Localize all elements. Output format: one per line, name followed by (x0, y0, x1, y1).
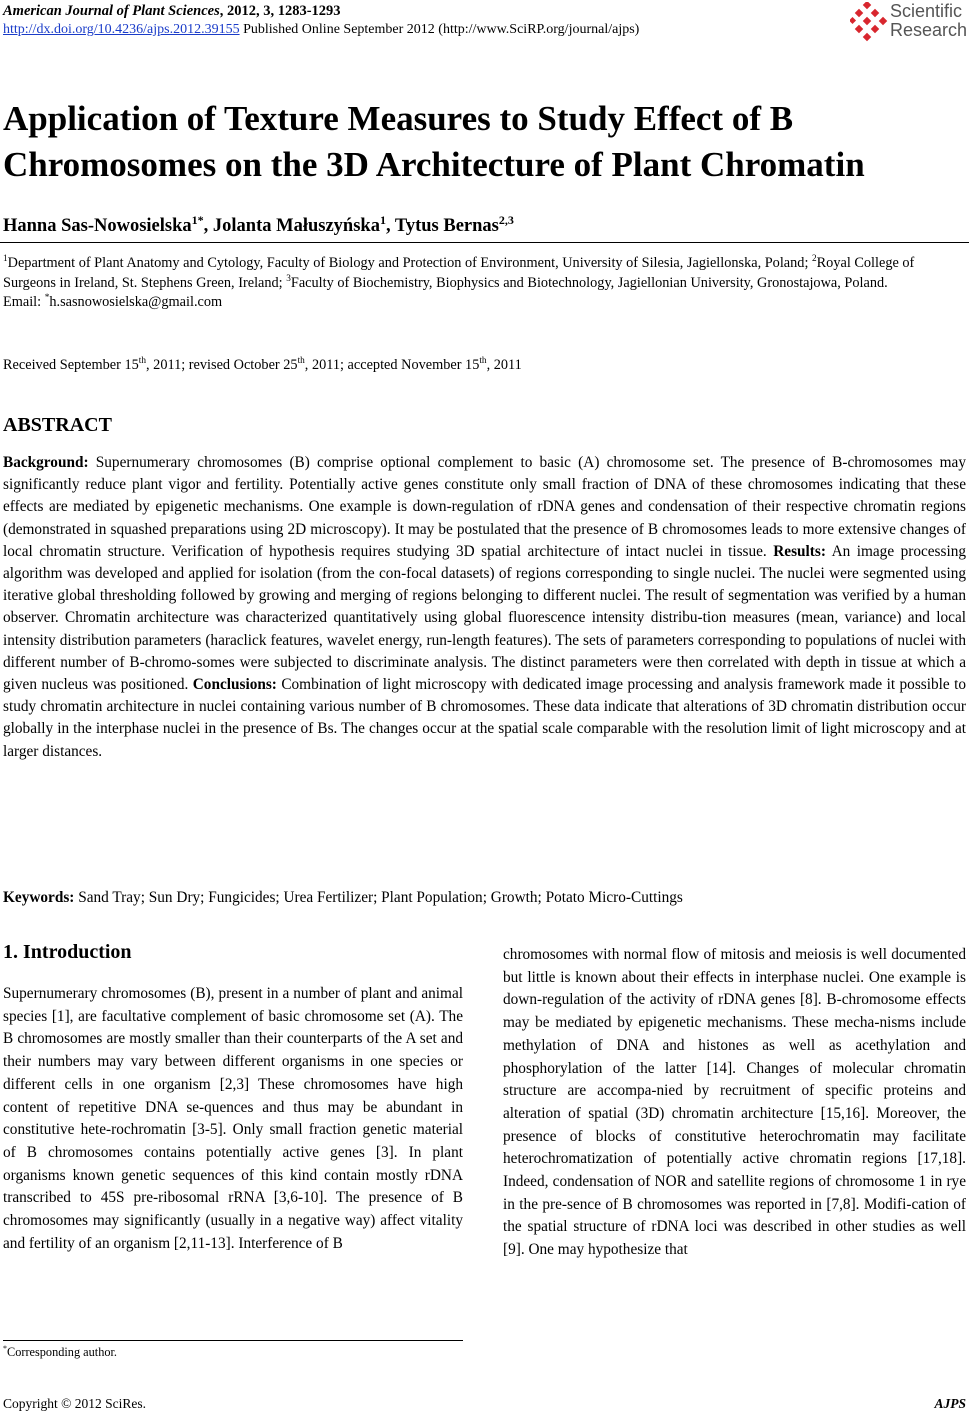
affil-sup: 2 (812, 254, 817, 265)
accepted-year: , 2011 (486, 357, 522, 373)
intro-left-column: Supernumerary chromosomes (B), present in a number of plant and animal species [1], are facultative complement of basic chromosome set (A). The B chromosomes are mostly smaller than their counterparts of the A set and their numbers may vary between different organisms in one species or different cells in one organism [2,3] These chromosomes have high content of repetitive DNA se-quences and thus may be abundant in constitutive hete-rochromatin [3-5]. Only small fraction genetic material of B chromosomes contains potentially active genes [3]. In plant organisms known genetic sequences of this kind contain mostly rDNA transcribed to 45S pre-ribosomal rRNA [3,6-10]. The presence of B chromosomes may significantly (usually in a negative way) affect vitality and fertility of an organism [2,11-13]. Interference of B (3, 985, 463, 1252)
journal-name: American Journal of Plant Sciences (3, 3, 220, 19)
footnote-sup: * (3, 1343, 7, 1353)
received-sup: th (138, 356, 147, 367)
author-list (3, 212, 514, 237)
email-address: h.sasnowosielska@gmail.com (49, 294, 223, 310)
logo-line1: Scientific (890, 1, 963, 21)
intro-right-column: chromosomes with normal flow of mitosis and meiosis is well documented but little is known about their effects in interphase nuclei. One example is down-regulation of the activity of rDNA genes [8]. B-chromosome effects may be mediated by epigenetic mechanisms. These mecha-nisms include methylation of DNA and histones as well as acethylation and phosphorylation of the latter [14]. Changes of molecular chromatin structure are accompa-nied by recruitment of specific proteins and alteration of spatial (3D) chromatin architecture [15,16]. Moreover, the presence of blocks of constitutive heterochromatin may facilitate heterochromatization of potentially active chromatin regions [17,18]. Indeed, condensation of NOR and satellite regions of chromosome 1 in rye in the pre-sence of B chromosomes was reported in [7,8]. Modifi-cation of the spatial structure of rDNA loci was described in other studies as well [9]. One may hypothesize that (503, 946, 966, 1259)
title-divider (0, 242, 969, 243)
received-text: Received September 15 (3, 357, 139, 373)
logo-line2: Research (890, 20, 968, 40)
keywords (3, 889, 683, 907)
accepted-sup: th (479, 356, 487, 367)
email-label: Email: (3, 294, 45, 310)
received-dates (3, 357, 522, 374)
conclusions-label: Conclusions: (192, 676, 277, 694)
conclusions-text: Combination of light microscopy with dedicated image processing and analysis framework made it possible to study chromatin architecture in nuclei containing various number of B chromosomes. These data indicate that alterations of 3D chromatin distribution occur globally in the interphase nuclei in the presence of Bs. The changes occur at the spatial scale comparable with the resolution limit of light microscopy and at larger distances. (3, 676, 966, 760)
section-heading-introduction: 1. Introduction (3, 941, 132, 963)
logo-text (890, 2, 967, 40)
revised-sup: th (297, 356, 305, 367)
revised-text: , 2011; revised October 25 (146, 357, 298, 373)
author-1: Hanna Sas-Nowosielska (3, 216, 192, 236)
results-label: Results: (773, 542, 826, 560)
affil-sup: 1 (3, 254, 8, 265)
affil-2: Royal College of Surgeons in Ireland, St. Stephens Green, Ireland; (3, 255, 915, 291)
abstract-heading: ABSTRACT (3, 414, 112, 436)
journal-info: , 2012, 3, 1283-1293 (219, 3, 341, 19)
author-2-sup: 1 (379, 212, 386, 227)
affiliations (3, 254, 968, 313)
author-3: Tytus Bernas (394, 216, 499, 236)
keywords-label: Keywords: (3, 889, 75, 906)
author-3-sup: 2,3 (498, 212, 514, 227)
keywords-text: Sand Tray; Sun Dry; Fungicides; Urea Fertilizer; Plant Population; Growth; Potato Micro-Cuttings (74, 889, 683, 906)
journal-header (3, 3, 341, 20)
results-text: An image processing algorithm was developed and applied for isolation (from the con-focal datasets) of regions corresponding to single nuclei. The nuclei were segmented using iterative global thresholding followed by growing and merging of regions belonging to different nuclei. The result of segmentation was verified by a human observer. Chromatin architecture was characterized quantitatively using global fluorescence intensity distribu-tion measures (mean, variance) and local intensity distribution parameters (haraclick features, wavelet energy, run-length features). The sets of parameters corresponding to populations of nuclei with different number of B-chromo-somes were subjected to discriminate analysis. The distinct parameters were then correlated with depth in tissue at which a given nucleus was positioned. (3, 542, 967, 694)
affil-3: Faculty of Biochemistry, Biophysics and Biotechnology, Jagiellonian University, Gronostajowa, Poland. (290, 274, 888, 291)
footnote-text: Corresponding author. (7, 1345, 117, 1359)
author-2: Jolanta Małuszyńska (212, 216, 380, 236)
header-line-doi (3, 22, 639, 38)
background-label: Background: (3, 454, 89, 471)
author-sep: , (203, 216, 213, 236)
email-sup: * (44, 293, 50, 304)
author-sep: , (385, 216, 395, 236)
journal-abbreviation: AJPS (934, 1396, 966, 1411)
footnote (3, 1345, 117, 1360)
footnote-divider (3, 1340, 463, 1341)
logo-dots-icon (850, 2, 888, 42)
copyright: Copyright © 2012 SciRes. (3, 1396, 147, 1411)
background-text: Supernumerary chromosomes (B) comprise optional complement to basic (A) chromosome set. The presence of B-chromosomes may significantly reduce plant vigor and fertility. Potentially active genes constitute only small fraction of DNA of these chromosomes indicating that these effects are mediated by epigenetic mechanisms. One example is down-regulation of rDNA genes and condensation of their respective chromatin regions (demonstrated in squashed preparations using 2D microscopy). It may be postulated that the presence of B chromosomes leads to more extensive changes of local chromatin structure. Verification of hypothesis requires studying 3D spatial architecture of intact nuclei in tissue. (3, 454, 966, 560)
author-1-sup: 1* (191, 212, 204, 227)
paper-title: Application of Texture Measures to Study Effect of B Chromosomes on the 3D Architecture of Plant Chromatin (3, 99, 865, 184)
affil-sup: 3 (286, 273, 291, 284)
abstract-body (3, 452, 966, 763)
accepted-text: , 2011; accepted November 15 (304, 357, 480, 373)
published-text: Published Online September 2012 (http://www.SciRP.org/journal/ajps) (243, 22, 640, 37)
affil-1: Department of Plant Anatomy and Cytology, Faculty of Biology and Protection of Environment, University of Silesia, Jagiellonska, Poland; (7, 255, 812, 271)
scientific-research-logo (850, 2, 968, 42)
doi-link[interactable]: http://dx.doi.org/10.4236/ajps.2012.39155 (3, 22, 240, 37)
